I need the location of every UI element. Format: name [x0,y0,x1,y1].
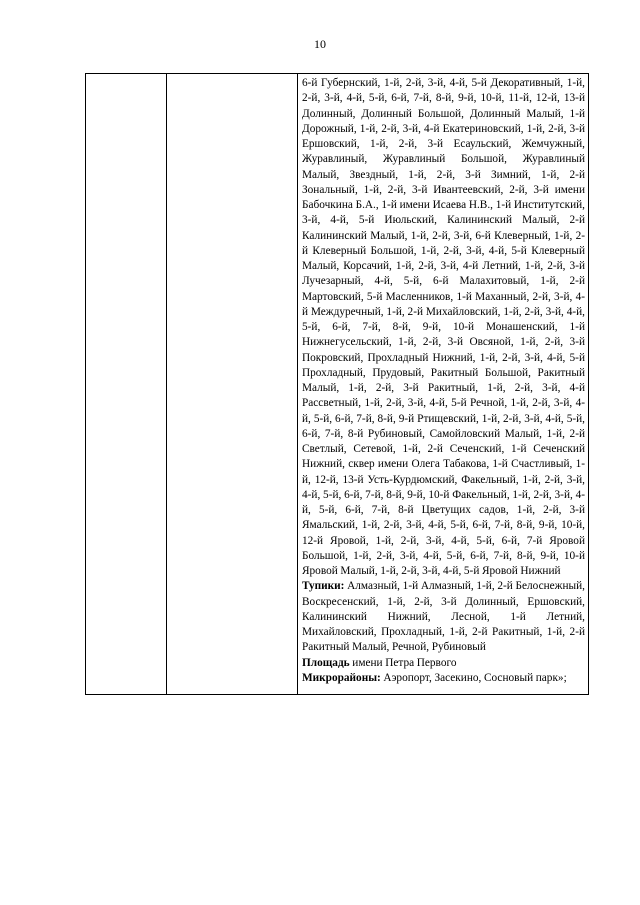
microdistricts-paragraph [302,671,585,686]
table-cell-streets [298,74,589,695]
table-cell-number [86,74,167,695]
streets-text-block [298,74,588,694]
dead-ends-list: Алмазный, 1-й Алмазный, 1-й, 2-й Белоснежный, Воскресенский, 1-й, 2-й, 3-й Долинный, Ершовский, Калининский Нижний, Лесной, 1-й Летний, Михайловский, Прохладный, 1-й, 2-й Ракитный, 1-й, 2-й Ракитный Малый, Речной, Рубиновый [302,580,585,654]
table-row [86,74,589,695]
dead-ends-paragraph [302,579,585,655]
dead-ends-heading: Тупики: [302,580,345,593]
streets-table [85,73,589,695]
microdistricts-list: Аэропорт, Засекино, Сосновый парк»; [380,671,567,684]
lanes-list: 6-й Губернский, 1-й, 2-й, 3-й, 4-й, 5-й Декоративный, 1-й, 2-й, 3-й, 4-й, 5-й, 6-й, 7-й, 8-й, 9-й, 10-й, 11-й, 12-й, 13-й Долинный, Долинный Большой, Долинный Малый, 1-й Дорожный, 1-й, 2-й, 3-й, 4-й Екатериновский, 1-й, 2-й, 3-й Ершовский, 1-й, 2-й, 3-й Есаульский, Жемчужный, Журавлиный, Журавлиный Большой, Журавлиный Малый, Звездный, 1-й, 2-й, 3-й Зимний, 1-й, 2-й Зональный, 1-й, 2-й, 3-й Ивантеевский, 2-й, 3-й имени Бабочкина Б.А., 1-й имени Исаева Н.В., 1-й Институтский, 3-й, 4-й, 5-й Июльский, Калининский Малый, 2-й Калининский Малый, 1-й, 2-й, 3-й, 6-й Клеверный, 1-й, 2-й Клеверный Большой, 1-й, 2-й, 3-й, 4-й, 5-й Клеверный Малый, Корсачий, 1-й, 2-й, 3-й, 4-й Летний, 1-й, 2-й, 3-й Лучезарный, 4-й, 5-й, 6-й Малахитовый, 1-й, 2-й Мартовский, 5-й Масленников, 1-й Маханный, 2-й, 3-й, 4-й Междуречный, 1-й, 2-й Михайловский, 1-й, 2-й, 3-й, 4-й, 5-й, 6-й, 7-й, 8-й, 9-й, 10-й Монашенский, 1-й Нижнегусельский, 1-й, 2-й, 3-й Овсяной, 1-й, 2-й, 3-й Покровский, Прохладный Нижний, 1-й, 2-й, 3-й, 4-й, 5-й Прохладный, Прудовый, Ракитный Большой, Ракитный Малый, 1-й, 2-й, 3-й Ракитный, 1-й, 2-й, 3-й, 4-й Рассветный, 1-й, 2-й, 3-й, 4-й, 5-й Речной, 1-й, 2-й, 3-й, 4-й, 5-й, 6-й, 7-й, 8-й, 9-й Ртищевский, 1-й, 2-й, 3-й, 4-й, 5-й, 6-й, 7-й, 8-й Рубиновый, Самойловский Малый, 1-й, 2-й Светлый, Сетевой, 1-й, 2-й Сеченский, 1-й Сеченский Нижний, сквер имени Олега Табакова, 1-й Счастливый, 1-й, 12-й, 13-й Усть-Курдюмский, Факельный, 1-й, 2-й, 3-й, 4-й, 5-й, 6-й, 7-й, 8-й, 9-й, 10-й Факельный, 1-й, 2-й, 3-й, 4-й, 5-й, 6-й, 7-й, 8-й Цветущих садов, 1-й, 2-й, 3-й Ямальский, 1-й, 2-й, 3-й, 4-й, 5-й, 6-й, 7-й, 8-й, 9-й, 10-й, 12-й Яровой, 1-й, 2-й, 3-й, 4-й, 5-й, 6-й, 7-й Яровой Большой, 1-й, 2-й, 3-й, 4-й, 5-й, 6-й, 7-й, 8-й, 9-й, 10-й Яровой Малый, 1-й, 2-й, 3-й, 4-й, 5-й Яровой Нижний [302,77,585,577]
page-number: 10 [314,37,326,51]
square-paragraph [302,656,585,671]
table-cell-name [167,74,298,695]
lanes-paragraph [302,76,585,579]
square-heading: Площадь [302,656,350,669]
square-name: имени Петра Первого [349,656,457,669]
microdistricts-heading: Микрорайоны: [302,671,381,684]
